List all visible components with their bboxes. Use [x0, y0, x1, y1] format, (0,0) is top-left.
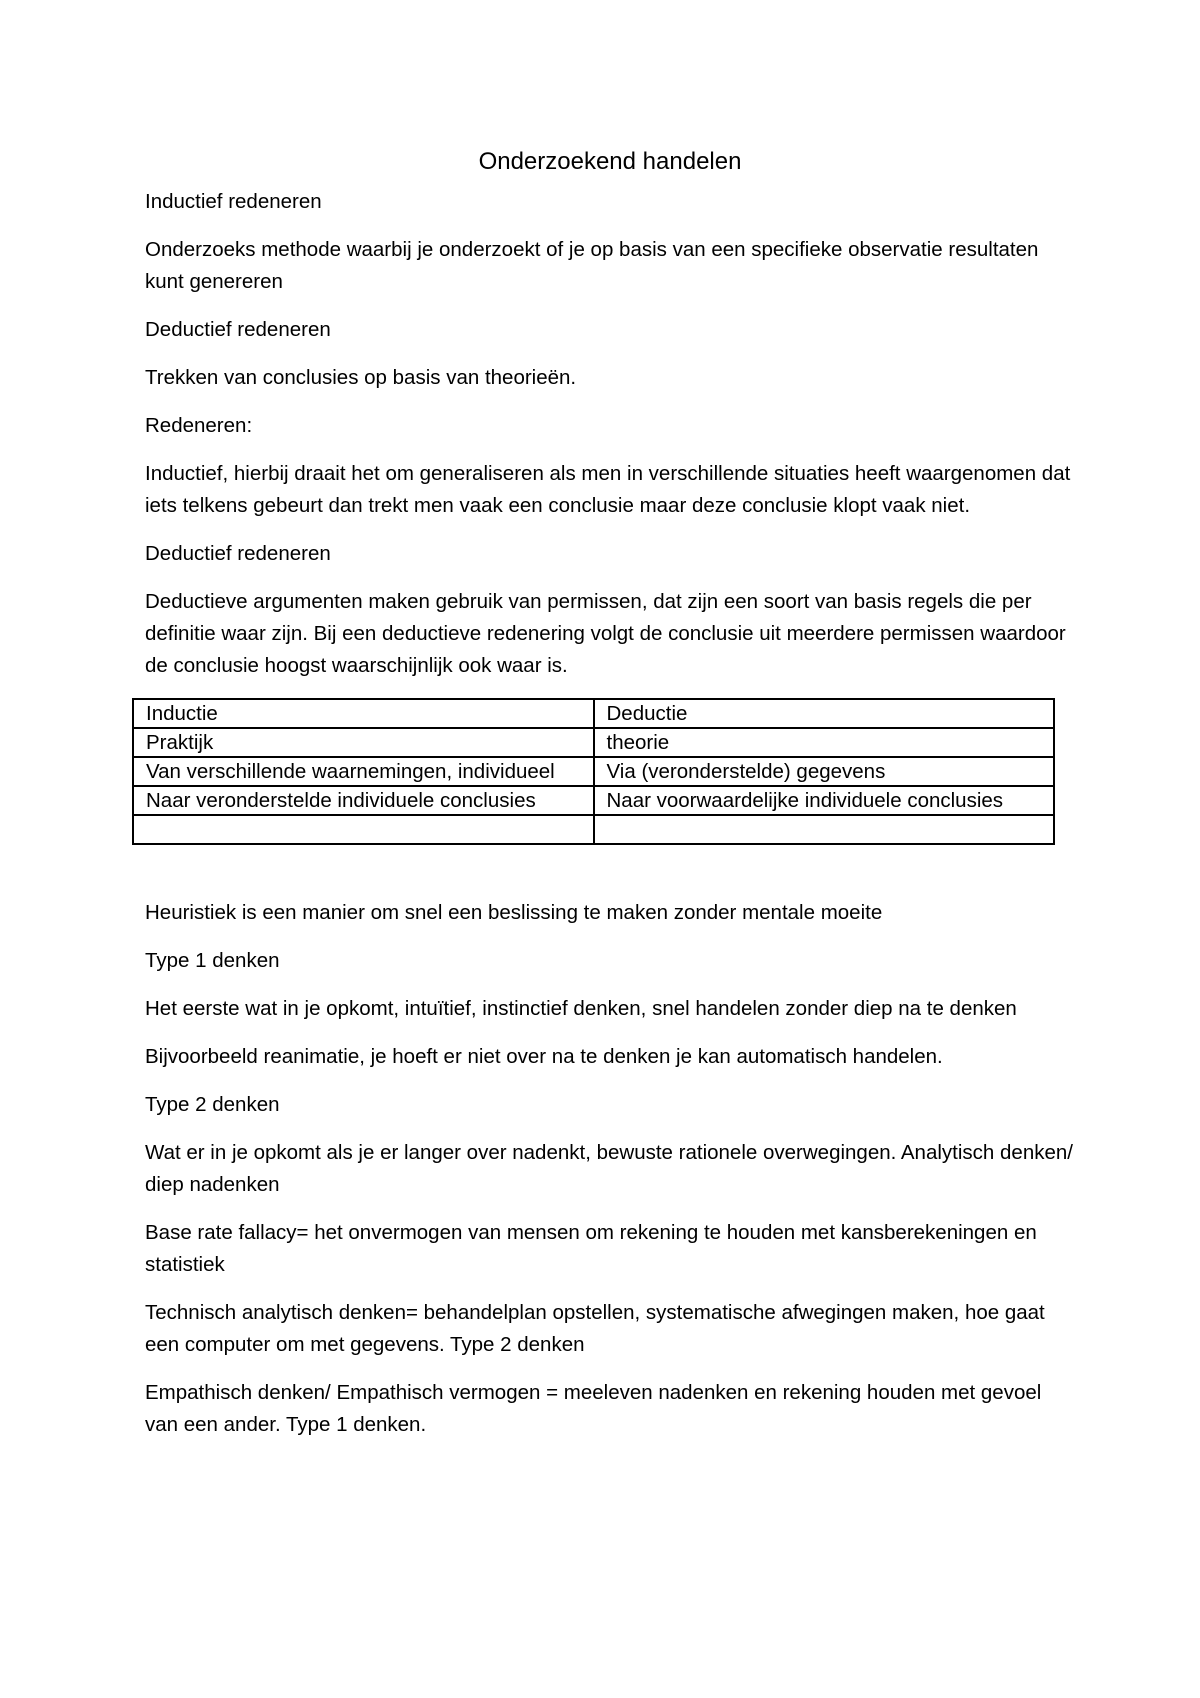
- paragraph: Base rate fallacy= het onvermogen van mensen om rekening te houden met kansberekeningen en statistiek: [145, 1221, 1037, 1276]
- paragraph: Type 2 denken: [145, 1093, 280, 1116]
- table-cell: Via (veronderstelde) gegevens: [594, 757, 1055, 786]
- page-title: Onderzoekend handelen: [478, 148, 742, 175]
- paragraph: Redeneren:: [145, 414, 253, 437]
- paragraph: Bijvoorbeeld reanimatie, je hoeft er niet over na te denken je kan automatisch handelen.: [145, 1045, 943, 1068]
- comparison-table: [132, 698, 1055, 845]
- table-row: [133, 699, 1054, 728]
- paragraph: Deductieve argumenten maken gebruik van permissen, dat zijn een soort van basis regels die per definitie waar zijn. Bij een deductieve redenering volgt de conclusie uit meerdere permissen waardoor de conclusie hoogst waarschijnlijk ook waar is.: [145, 590, 1066, 677]
- table-cell: [133, 815, 594, 844]
- paragraph: Deductief redeneren: [145, 318, 331, 341]
- paragraph: Deductief redeneren: [145, 542, 331, 565]
- paragraph: Het eerste wat in je opkomt, intuïtief, instinctief denken, snel handelen zonder diep na te denken: [145, 997, 1017, 1020]
- table-cell: Inductie: [133, 699, 594, 728]
- paragraph: Empathisch denken/ Empathisch vermogen = meeleven nadenken en rekening houden met gevoel van een ander. Type 1 denken.: [145, 1381, 1042, 1436]
- paragraph: Inductief, hierbij draait het om generaliseren als men in verschillende situaties heeft waargenomen dat iets telkens gebeurt dan trekt men vaak een conclusie maar deze conclusie klopt vaak niet.: [145, 462, 1071, 517]
- paragraph: Wat er in je opkomt als je er langer over nadenkt, bewuste rationele overwegingen. Analytisch denken/ diep nadenken: [145, 1141, 1073, 1196]
- table-cell: Praktijk: [133, 728, 594, 757]
- paragraph: Inductief redeneren: [145, 190, 322, 213]
- table-cell: Naar veronderstelde individuele conclusies: [133, 786, 594, 815]
- table-row: [133, 728, 1054, 757]
- table-cell: [594, 815, 1055, 844]
- table-cell: theorie: [594, 728, 1055, 757]
- table-cell: Naar voorwaardelijke individuele conclusies: [594, 786, 1055, 815]
- table-row: [133, 757, 1054, 786]
- table-row: [133, 815, 1054, 844]
- paragraph: Heuristiek is een manier om snel een beslissing te maken zonder mentale moeite: [145, 901, 883, 924]
- paragraph: Technisch analytisch denken= behandelplan opstellen, systematische afwegingen maken, hoe gaat een computer om met gegevens. Type 2 denken: [145, 1301, 1045, 1356]
- table-cell: Deductie: [594, 699, 1055, 728]
- paragraph: Type 1 denken: [145, 949, 280, 972]
- table-row: [133, 786, 1054, 815]
- paragraph: Onderzoeks methode waarbij je onderzoekt of je op basis van een specifieke observatie resultaten kunt genereren: [145, 238, 1039, 293]
- document-body: [145, 142, 1075, 1457]
- paragraph: Trekken van conclusies op basis van theorieën.: [145, 366, 577, 389]
- table-cell: Van verschillende waarnemingen, individueel: [133, 757, 594, 786]
